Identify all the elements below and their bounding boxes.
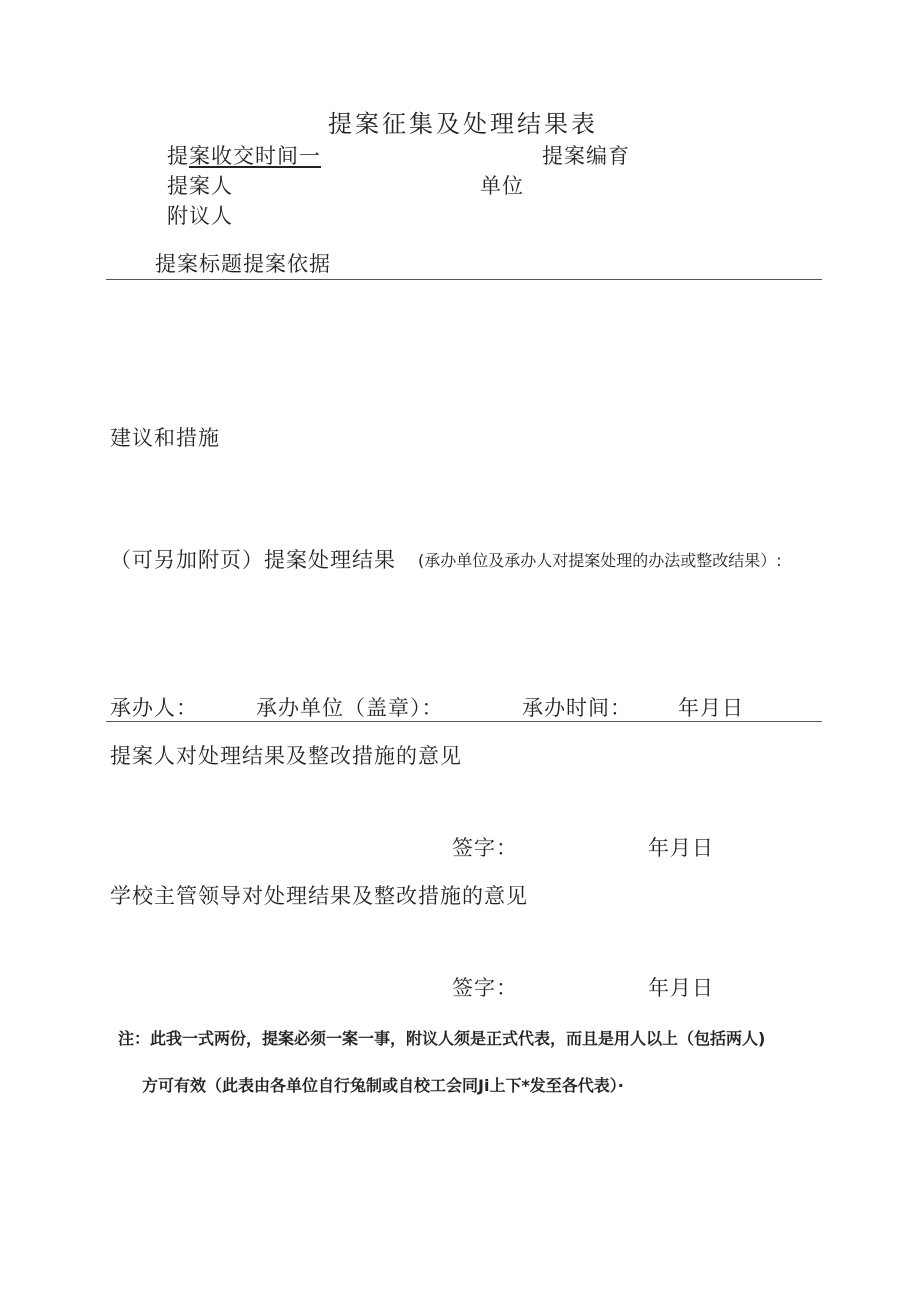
subject-basis-label: 提案标题提案依据 — [155, 252, 331, 276]
page-title: 提案征集及处理结果表 — [328, 110, 598, 138]
divider-top — [106, 279, 822, 280]
footer-note-line-1: 注：此我一式两份，提案必须一案一事，附议人须是正式代表，而且是用人以上（包括两人) — [118, 1029, 766, 1048]
handler-label: 承办人： — [110, 696, 198, 720]
leader-opinion-label: 学校主管领导对处理结果及整改措施的意见 — [110, 884, 528, 908]
submit-time-prefix: 提 — [167, 144, 189, 168]
unit-label: 单位 — [480, 174, 524, 198]
result-note: (承办单位及承办人对提案处理的办法或整改结果）: — [418, 551, 782, 570]
suggestions-label: 建议和措施 — [110, 426, 220, 450]
proposal-number-label: 提案编育 — [542, 144, 630, 168]
result-label: （可另加附页）提案处理结果 — [110, 548, 396, 572]
proposer-opinion-label: 提案人对处理结果及整改措施的意见 — [110, 744, 462, 768]
footer-note-line-2: 方可有效（此表由各单位自行兔制或自校工会同Ji上下*发至各代表）· — [142, 1076, 624, 1095]
signature-date-2: 年月日 — [648, 976, 714, 1000]
handler-date-label: 年月日 — [678, 696, 744, 720]
submit-time-label: 案收交时间一 — [189, 144, 321, 168]
seconder-label: 附议人 — [167, 204, 233, 228]
proposer-label: 提案人 — [167, 174, 233, 198]
handler-unit-label: 承办单位（盖章）： — [256, 696, 444, 720]
handler-time-label: 承办时间： — [522, 696, 632, 720]
signature-date-1: 年月日 — [648, 836, 714, 860]
submit-time-field — [167, 146, 321, 167]
divider-middle — [106, 721, 822, 722]
signature-label-1: 签字： — [452, 836, 518, 860]
signature-label-2: 签字： — [452, 976, 518, 1000]
